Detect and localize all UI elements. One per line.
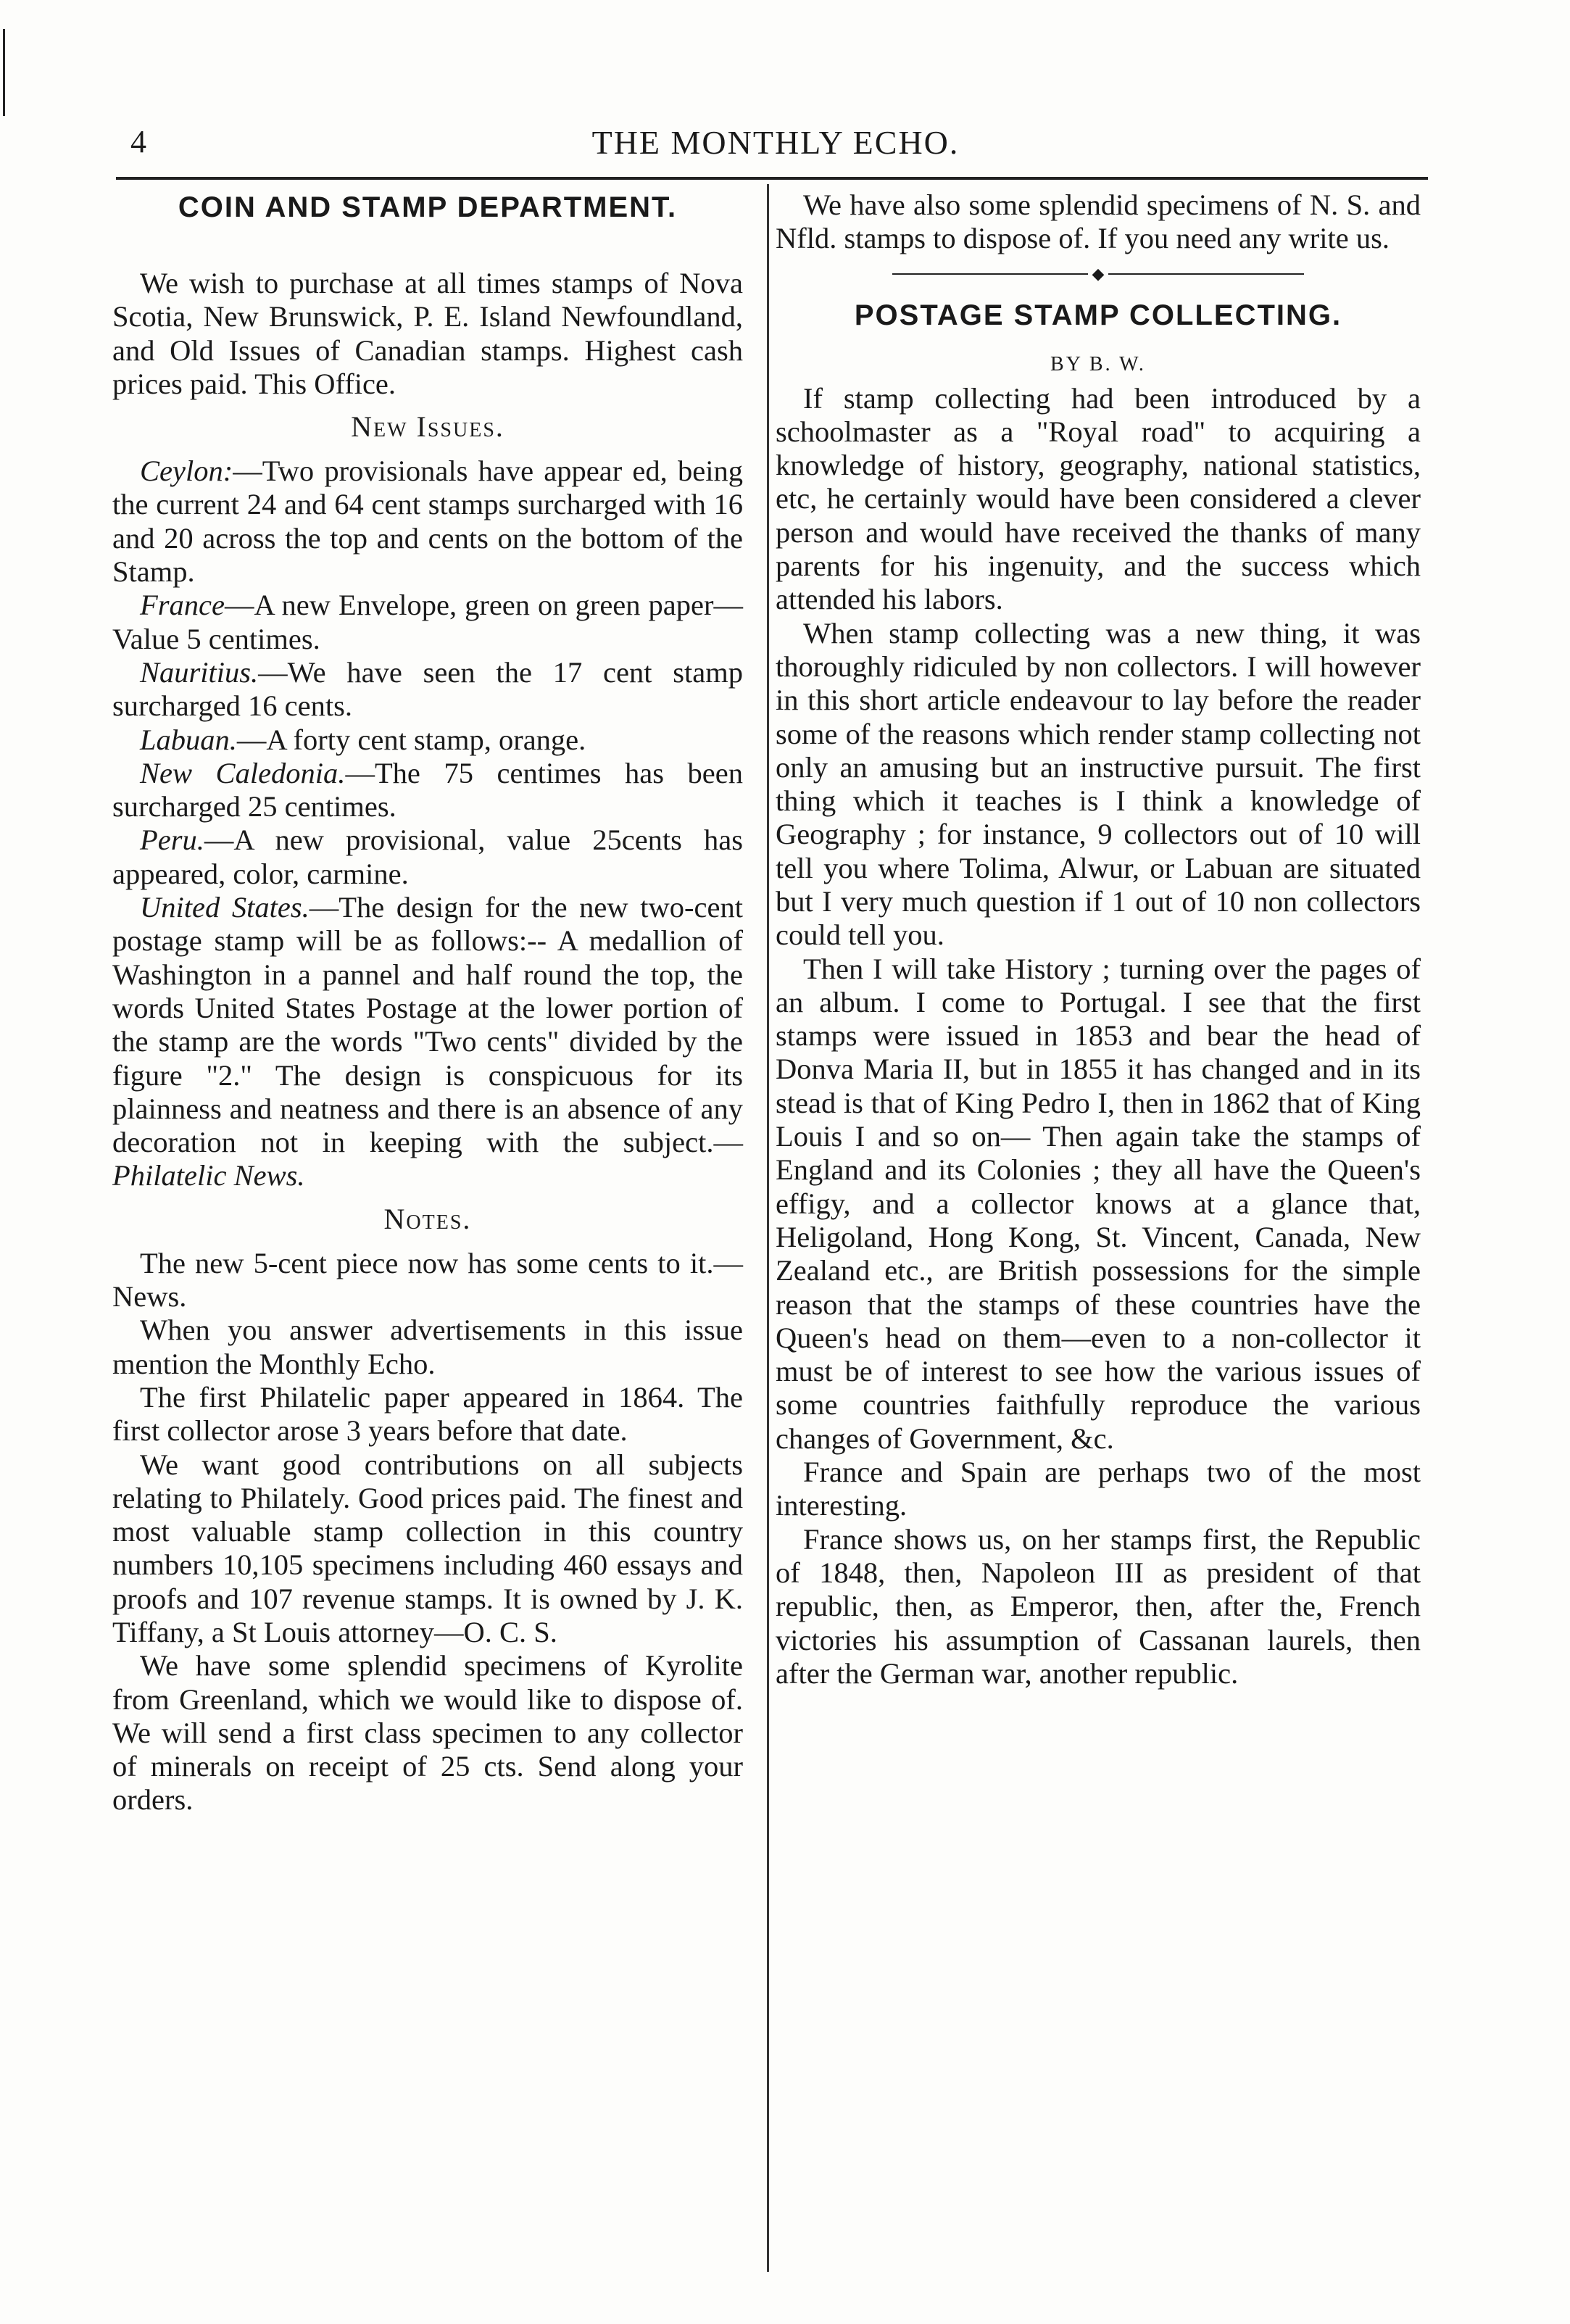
article-paragraph: France and Spain are perhaps two of the most interesting. (776, 1456, 1421, 1522)
notes-heading: Notes. (383, 1202, 472, 1235)
article-paragraph: Then I will take History ; turning over the pages of an album. I come to Portugal. I see that the first stamps were issued in 1853 and bear the head of Donva Maria II, but in 1855 it has changed and in its stead is that of King Pedro I, then in 1862 that of King Louis I and so on— Then again take the stamps of England and its Colonies ; they all have the Queen's effigy, and a collector knows at a glance that, Heligoland, Hong Kong, St. Vincent, Canada, New Zealand etc., are British possessions for the simple reason that the stamps of these countries have the Queen's head on them—even to a non-collector it must be of interest to see how the various issues of some countries faithfully reproduce the various changes of Government, &c. (776, 952, 1421, 1455)
ornament-divider: ◆ (776, 262, 1421, 285)
page-edge-mark (3, 29, 5, 116)
postage-collecting-heading: POSTAGE STAMP COLLECTING. (854, 299, 1342, 331)
intro-paragraph: We wish to purchase at all times stamps of Nova Scotia, New Brunswick, P. E. Island Newfoundland, and Old Issues of Canadian stamps. Highest cash prices paid. This Office. (112, 267, 743, 400)
issue-entry: France—A new Envelope, green on green paper—Value 5 centimes. (112, 589, 743, 655)
left-column (112, 188, 743, 1817)
note-item: When you answer advertisements in this issue mention the Monthly Echo. (112, 1314, 743, 1380)
issue-entry: United States.—The design for the new two-cent postage stamp will be as follows:-- A medallion of Washington in a pannel and half round the top, the words United States Postage at the lower portion of the stamp are the words "Two cents" divided by the figure "2." The design is conspicuous for its plainness and neatness and there is an absence of any decoration not in keeping with the subject.—Philatelic News. (112, 891, 743, 1192)
column-rule (767, 184, 769, 2272)
note-item: The first Philatelic paper appeared in 1864. The first collector arose 3 years before that date. (112, 1380, 743, 1448)
issue-entry: Ceylon:—Two provisionals have appear ed, being the current 24 and 64 cent stamps surcharged with 16 and 20 across the top and cents on the bottom of the Stamp. (112, 455, 743, 589)
article-paragraph: When stamp collecting was a new thing, it was thoroughly ridiculed by non collectors. I will however in this short article endeavour to lay before the reader some of the reasons which render stamp collecting not only an amusing but an instructive pursuit. The first thing which it teaches is I think a knowledge of Geography ; for instance, 9 collectors out of 10 will tell you where Tolima, Alwur, or Labuan are situated but I very much question if 1 out of 10 non collectors could tell you. (776, 616, 1421, 952)
article-paragraph: France shows us, on her stamps first, the Republic of 1848, then, Napoleon III as president of that republic, then, as Emperor, then, after the, French victories his assumption of Cassanan laurels, then after the German war, another republic. (776, 1522, 1421, 1690)
right-column (776, 188, 1421, 1690)
page-number: 4 (130, 124, 146, 159)
issue-entry: Labuan.—A forty cent stamp, orange. (140, 723, 586, 756)
note-item: We have some splendid specimens of Kyrolite from Greenland, which we would like to dispose of. We will send a first class specimen to any collector of minerals on receipt of 25 cts. Send along your orders. (112, 1649, 743, 1817)
opening-paragraph: We have also some splendid specimens of N. S. and Nfld. stamps to dispose of. If you need any write us. (776, 188, 1421, 255)
note-item: The new 5-cent piece now has some cents to it.—News. (112, 1246, 743, 1314)
issue-entry: New Caledonia.—The 75 centimes has been surcharged 25 centimes. (112, 756, 743, 823)
note-item: We want good contributions on all subjects relating to Philately. Good prices paid. The finest and most valuable stamp collection in this country numbers 10,105 specimens including 460 essays and proofs and 107 revenue stamps. It is owned by J. K. Tiffany, a St Louis attorney—O. C. S. (112, 1448, 743, 1648)
issue-entry: Nauritius.—We have seen the 17 cent stamp surcharged 16 cents. (112, 655, 743, 723)
new-issues-heading: New Issues. (351, 410, 504, 444)
issue-entry: Peru.—A new provisional, value 25cents has appeared, color, carmine. (112, 823, 743, 890)
page-header (116, 123, 1435, 174)
header-rule (116, 177, 1428, 180)
byline: BY B. W. (1050, 352, 1146, 375)
running-title: THE MONTHLY ECHO. (591, 124, 960, 161)
coin-stamp-heading: COIN AND STAMP DEPARTMENT. (178, 191, 678, 223)
article-paragraph: If stamp collecting had been introduced by a schoolmaster as a "Royal road" to acquiring a knowledge of history, geography, national statistics, etc, he certainly would have been considered a clever person and would have received the thanks of many parents for his ingenuity, and the success which attended his labors. (776, 381, 1421, 616)
